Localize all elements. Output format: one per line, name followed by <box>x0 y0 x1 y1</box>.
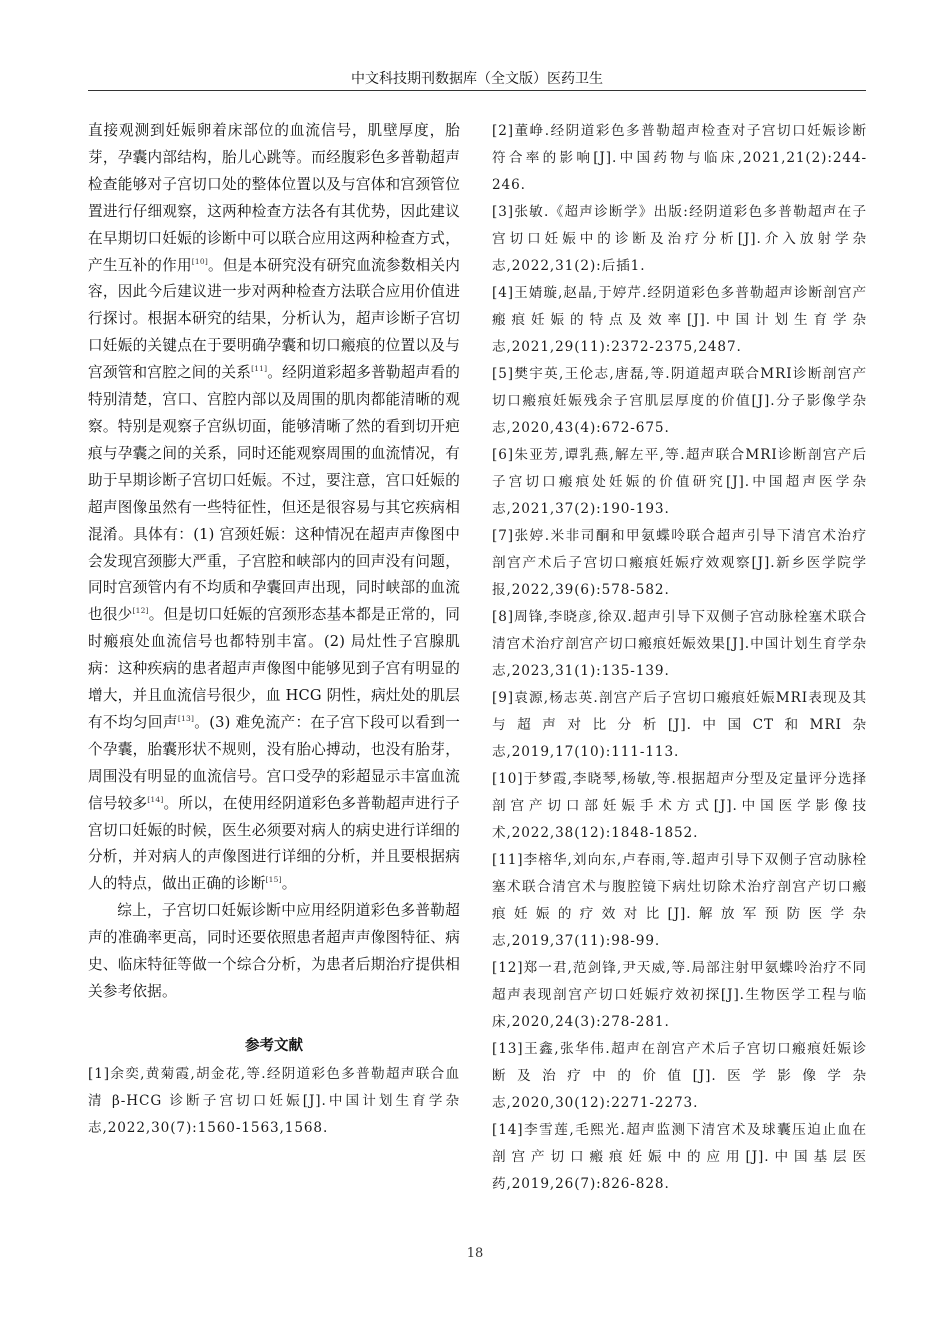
p1-text-d: 。但是切口妊娠的宫颈形态基本都是正常的，同时瘢痕处血流信号也都特别丰富。(2) 局灶性子宫腺肌病：这种疾病的患者超声声像图中能够见到子宫有明显的增大，并且血流信号很少，血 HCG 阴性，病灶处的肌层有不均匀回声 <box>88 606 461 731</box>
body-paragraph-1 <box>88 118 460 898</box>
reference-item-9: [9]袁源,杨志英.剖宫产后子宫切口瘢痕妊娠MRI表现及其与超声对比分析[J].中国CT和MRI杂志,2019,17(10):111-113. <box>492 690 867 760</box>
reference-item-8: [8]周锋,李晓彦,徐双.超声引导下双侧子宫动脉栓塞术联合清宫术治疗剖宫产切口瘢痕妊娠效果[J].中国计划生育学杂志,2023,31(1):135-139. <box>492 609 867 679</box>
citation-15[interactable]: [15] <box>265 875 282 885</box>
page-number: 18 <box>466 1246 484 1261</box>
reference-item-3: [3]张敏.《超声诊断学》出版:经阴道彩色多普勒超声在子宫切口妊娠中的诊断及治疗分析[J].介入放射学杂志,2022,31(2):后插1. <box>492 204 867 274</box>
reference-item-14: [14]李雪莲,毛熙光.超声监测下清宫术及球囊压迫止血在剖宫产切口瘢痕妊娠中的应用[J].中国基层医药,2019,26(7):826-828. <box>492 1122 867 1192</box>
body-paragraph-2: 综上，子宫切口妊娠诊断中应用经阴道彩色多普勒超声的准确率更高，同时还要依照患者超声声像图特征、病史、临床特征等做一个综合分析，为患者后期治疗提供相关参考依据。 <box>88 902 460 1000</box>
left-column <box>88 118 460 1142</box>
reference-item-5: [5]樊宇英,王伦志,唐磊,等.阴道超声联合MRI诊断剖宫产切口瘢痕妊娠残余子宫肌层厚度的价值[J].分子影像学杂志,2020,43(4):672-675. <box>492 366 867 436</box>
reference-item-4: [4]王婧璇,赵晶,于婷芹.经阴道彩色多普勒超声诊断剖宫产瘢痕妊娠的特点及效率[J].中国计划生育学杂志,2021,29(11):2372-2375,2487. <box>492 285 867 355</box>
p1-text-c: 。经阴道彩超多普勒超声看的特别清楚，宫口、宫腔内部以及周围的肌肉都能清晰的观察。特别是观察子宫纵切面，能够清晰了然的看到切开疤痕与孕囊之间的关系，同时还能观察周围的血流情况，有助于早期诊断子宫切口妊娠。不过，要注意，宫口妊娠的超声图像虽然有一些特征性，但还是很容易与其它疾病相混淆。具体有：(1) 宫颈妊娠：这种情况在超声声像图中会发现宫颈膨大严重，子宫腔和峡部内的回声没有问题，同时宫颈管内有不均质和孕囊回声出现，同时峡部的血流也很少 <box>88 364 460 624</box>
reference-item-2: [2]董峥.经阴道彩色多普勒超声检查对子宫切口妊娠诊断符合率的影响[J].中国药物与临床,2021,21(2):244-246. <box>492 123 867 193</box>
references-title: 参考文献 <box>245 1037 303 1054</box>
right-column <box>492 118 867 1198</box>
p1-text-f: 。所以，在使用经阴道彩色多普勒超声进行子宫切口妊娠的时候，医生必须要对病人的病史进行详细的分析，并对病人的声像图进行详细的分析，并且要根据病人的特点，做出正确的诊断 <box>88 794 460 893</box>
citation-11[interactable]: [11] <box>251 364 268 374</box>
header-divider <box>88 90 866 91</box>
p1-text-b: 。但是本研究没有研究血流参数相关内容，因此今后建议进一步对两种检查方法联合应用价值进行探讨。根据本研究的结果，分析认为，超声诊断子宫切口妊娠的关键点在于要明确孕囊和切口瘢痕的位置以及与宫颈管和宫腔之间的关系 <box>88 256 460 382</box>
p1-text-a: 直接观测到妊娠卵着床部位的血流信号，肌壁厚度，胎芽，孕囊内部结构，胎儿心跳等。而经腹彩色多普勒超声检查能够对子宫切口处的整体位置以及与宫体和宫颈管位置进行仔细观察，这两种检查方法各有其优势，因此建议在早期切口妊娠的诊断中可以联合应用这两种检查方式，产生互补的作用 <box>88 122 460 274</box>
reference-item-6: [6]朱亚芳,谭乳燕,解左平,等.超声联合MRI诊断剖宫产后子宫切口瘢痕处妊娠的价值研究[J].中国超声医学杂志,2021,37(2):190-193. <box>492 447 867 517</box>
reference-item-11: [11]李榕华,刘向东,卢春雨,等.超声引导下双侧子宫动脉栓塞术联合清宫术与腹腔镜下病灶切除术治疗剖宫产切口瘢痕妊娠的疗效对比[J].解放军预防医学杂志,2019,37(11):98-99. <box>492 852 867 949</box>
reference-item-13: [13]王鑫,张华伟.超声在剖宫产术后子宫切口瘢痕妊娠诊断及治疗中的价值[J].医学影像学杂志,2020,30(12):2271-2273. <box>492 1041 867 1111</box>
journal-header: 中文科技期刊数据库（全文版）医药卫生 <box>351 71 603 87</box>
p1-text-e: 。(3) 难免流产：在子宫下段可以看到一个孕囊，胎囊形状不规则，没有胎心搏动，也没有胎芽，周围没有明显的血流信号。宫口受孕的彩超显示丰富血流信号较多 <box>88 713 461 812</box>
p1-text-g: 。 <box>281 875 297 893</box>
citation-14[interactable]: [14] <box>147 794 164 804</box>
citation-12[interactable]: [12] <box>132 606 149 616</box>
citation-10[interactable]: [10] <box>191 256 208 266</box>
reference-item-12: [12]郑一君,范剑锋,尹天威,等.局部注射甲氨蝶呤治疗不同超声表现剖宫产切口妊娠疗效初探[J].生物医学工程与临床,2020,24(3):278-281. <box>492 960 867 1030</box>
reference-item-10: [10]于梦霞,李晓琴,杨敏,等.根据超声分型及定量评分选择剖宫产切口部妊娠手术方式[J].中国医学影像技术,2022,38(12):1848-1852. <box>492 771 867 841</box>
citation-13[interactable]: [13] <box>177 713 195 723</box>
reference-item-7: [7]张婷.米非司酮和甲氨蝶呤联合超声引导下清宫术治疗剖宫产术后子宫切口瘢痕妊娠疗效观察[J].新乡医学院学报,2022,39(6):578-582. <box>492 528 867 598</box>
reference-item-1: [1]余奕,黄菊霞,胡金花,等.经阴道彩色多普勒超声联合血清 β-HCG 诊断子宫切口妊娠[J].中国计划生育学杂志,2022,30(7):1560-1563,1568. <box>88 1065 460 1136</box>
